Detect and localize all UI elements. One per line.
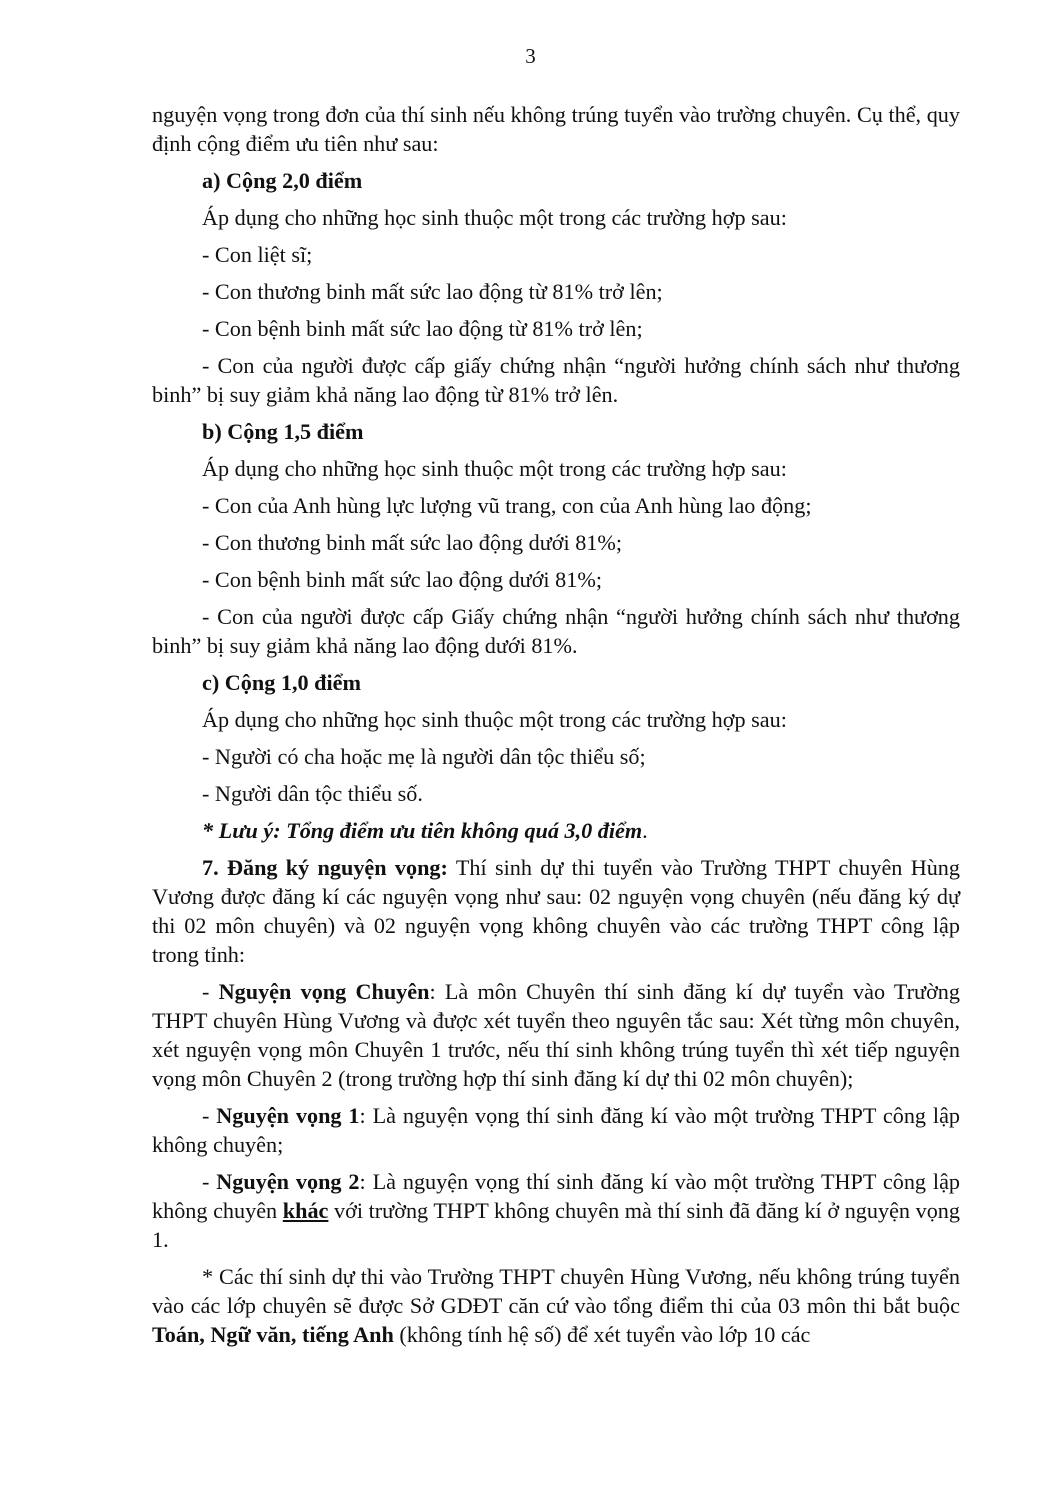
nv2-paragraph: - Nguyện vọng 2: Là nguyện vọng thí sinh đăng kí vào một trường THPT công lập không chuyên khác với trường THPT không chuyên mà thí sinh đã đăng kí ở nguyện vọng 1. [152, 1169, 961, 1252]
nv-chuyen-label: Nguyện vọng Chuyên [218, 979, 430, 1004]
page-number: 3 [525, 44, 536, 68]
section-b-item: - Con bệnh binh mất sức lao động dưới 81%; [202, 567, 602, 592]
section-b-heading: b) Cộng 1,5 điểm [202, 419, 364, 444]
document-body [152, 100, 960, 1349]
nv1-paragraph: - Nguyện vọng 1: Là nguyện vọng thí sinh đăng kí vào một trường THPT công lập không chuyên; [152, 1103, 961, 1157]
section-a-heading: a) Cộng 2,0 điểm [202, 168, 363, 193]
section-c-item: - Người có cha hoặc mẹ là người dân tộc thiểu số; [202, 744, 646, 769]
nv-chuyen-paragraph: - Nguyện vọng Chuyên: Là môn Chuyên thí sinh đăng kí dự tuyển vào Trường THPT chuyên Hùng Vương và được xét tuyển theo nguyên tắc sau: Xét từng môn chuyên, xét nguyện vọng môn Chuyên 1 trước, nếu thí sinh không trúng tuyển thì xét tiếp nguyện vọng môn Chuyên 2 (trong trường hợp thí sinh đăng kí dự thi 02 môn chuyên); [152, 979, 960, 1091]
priority-note: * Lưu ý: Tổng điểm ưu tiên không quá 3,0 điểm. [202, 818, 648, 843]
section-7-title: 7. Đăng ký nguyện vọng: [202, 855, 448, 880]
mandatory-subjects: Toán, Ngữ văn, tiếng Anh [152, 1322, 394, 1347]
nv2-label: Nguyện vọng 2 [216, 1169, 360, 1194]
section-c-item: - Người dân tộc thiểu số. [202, 781, 423, 806]
section-b-item: - Con của người được cấp Giấy chứng nhận “người hưởng chính sách như thương binh” bị suy giảm khả năng lao động dưới 81%. [152, 604, 960, 658]
section-b-lead: Áp dụng cho những học sinh thuộc một trong các trường hợp sau: [202, 456, 787, 481]
section-a-item: - Con của người được cấp giấy chứng nhận “người hưởng chính sách như thương binh” bị suy giảm khả năng lao động từ 81% trở lên. [152, 353, 960, 407]
section-b-item: - Con thương binh mất sức lao động dưới 81%; [202, 530, 623, 555]
section-a-item: - Con thương binh mất sức lao động từ 81% trở lên; [202, 279, 663, 304]
nv1-label: Nguyện vọng 1 [216, 1103, 360, 1128]
section-7-paragraph: 7. Đăng ký nguyện vọng: Thí sinh dự thi tuyển vào Trường THPT chuyên Hùng Vương được đăng kí các nguyện vọng như sau: 02 nguyện vọng chuyên (nếu đăng ký dự thi 02 môn chuyên) và 02 nguyện vọng không chuyên vào các trường THPT công lập trong tỉnh: [152, 855, 960, 967]
nv2-emphasis: khác [282, 1198, 329, 1223]
section-a-lead: Áp dụng cho những học sinh thuộc một trong các trường hợp sau: [202, 205, 787, 230]
section-a-item: - Con bệnh binh mất sức lao động từ 81% trở lên; [202, 316, 643, 341]
section-c-heading: c) Cộng 1,0 điểm [202, 670, 361, 695]
intro-paragraph: nguyện vọng trong đơn của thí sinh nếu không trúng tuyển vào trường chuyên. Cụ thể, quy định cộng điểm ưu tiên như sau: [152, 102, 960, 156]
final-paragraph: * Các thí sinh dự thi vào Trường THPT chuyên Hùng Vương, nếu không trúng tuyển vào các lớp chuyên sẽ được Sở GDĐT căn cứ vào tổng điểm thi của 03 môn thi bắt buộc Toán, Ngữ văn, tiếng Anh (không tính hệ số) để xét tuyển vào lớp 10 các [152, 1264, 960, 1347]
section-b-item: - Con của Anh hùng lực lượng vũ trang, con của Anh hùng lao động; [202, 493, 812, 518]
section-c-lead: Áp dụng cho những học sinh thuộc một trong các trường hợp sau: [202, 707, 787, 732]
section-a-item: - Con liệt sĩ; [202, 242, 313, 267]
